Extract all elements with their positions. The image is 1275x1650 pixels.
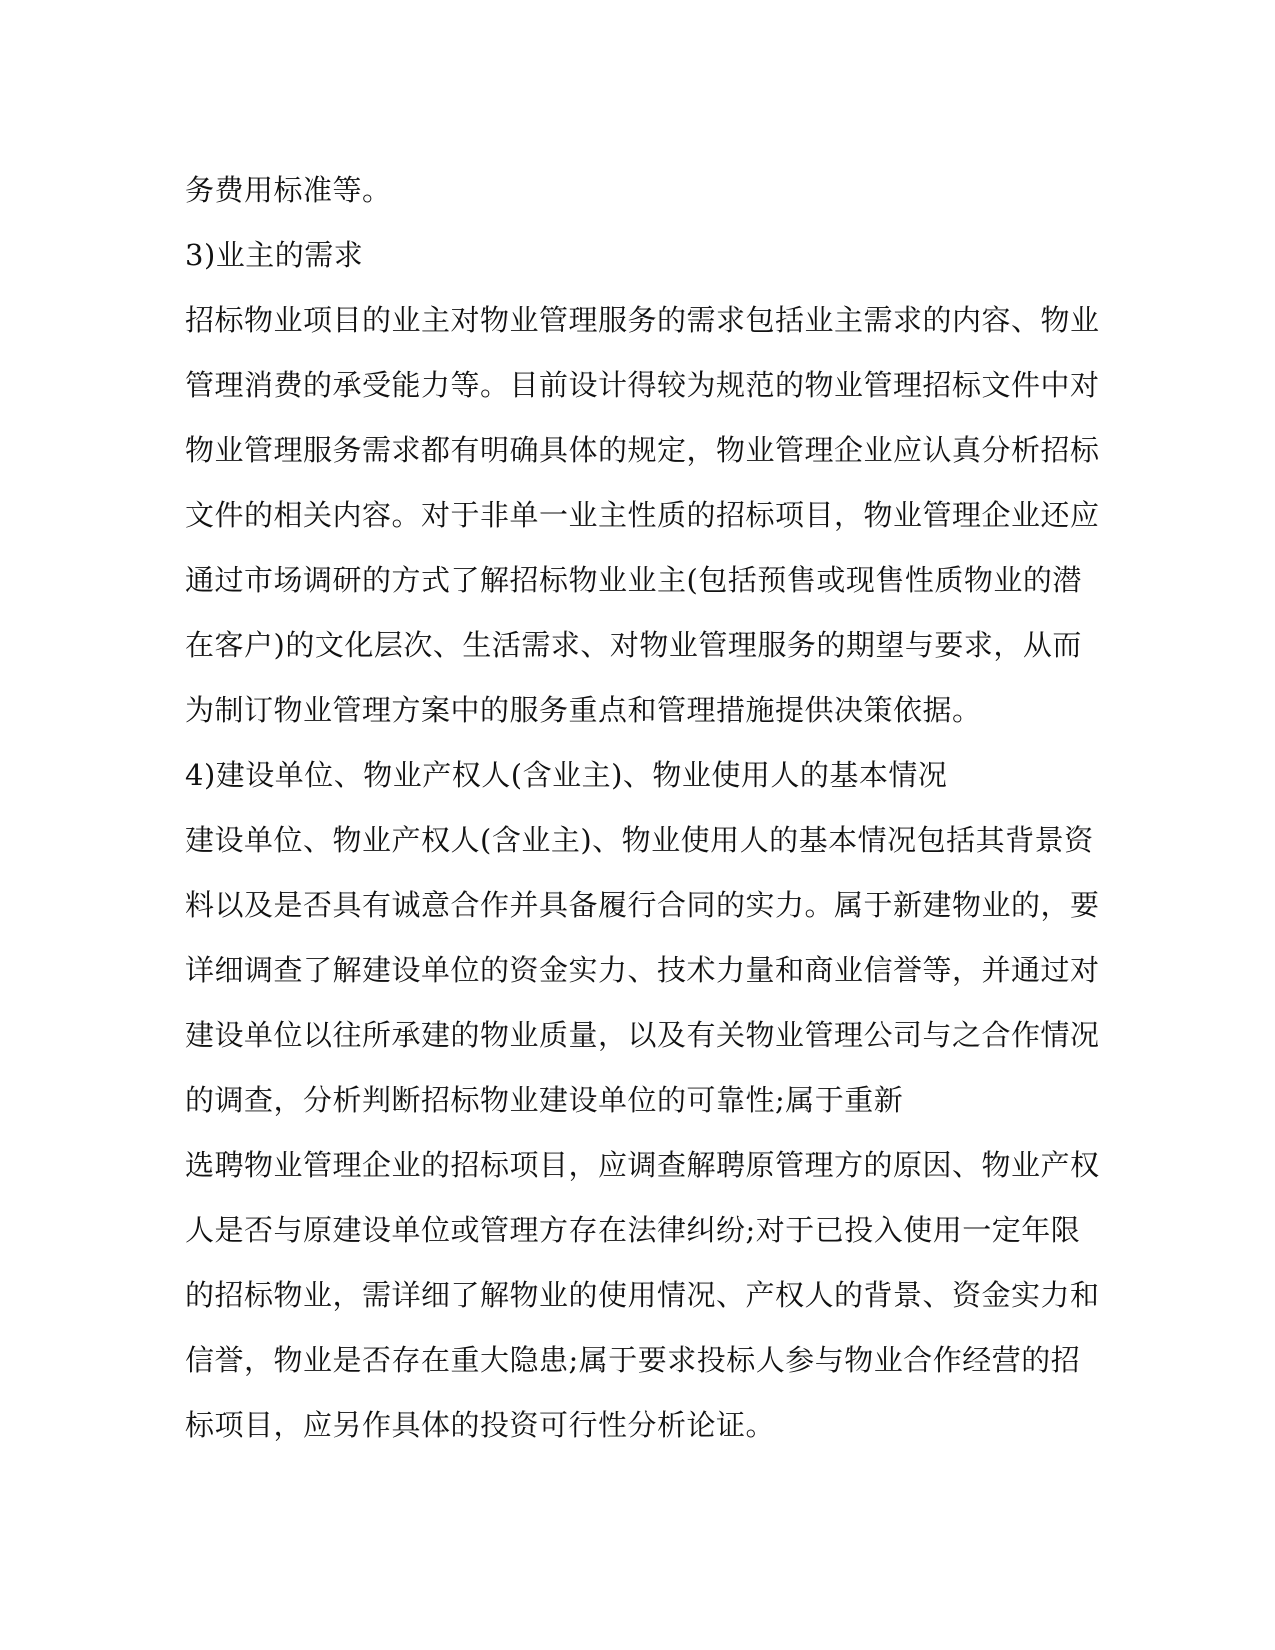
text-line: 为制订物业管理方案中的服务重点和管理措施提供决策依据。 xyxy=(185,693,982,727)
text-line: 文件的相关内容。对于非单一业主性质的招标项目，物业管理企业还应 xyxy=(185,498,1100,532)
text-line: 建设单位以往所承建的物业质量，以及有关物业管理公司与之合作情况 xyxy=(185,1018,1100,1052)
text-line: 的招标物业，需详细了解物业的使用情况、产权人的背景、资金实力和 xyxy=(185,1278,1100,1312)
text-line: 的调查，分析判断招标物业建设单位的可靠性;属于重新 xyxy=(185,1083,904,1117)
text-line: 务费用标准等。 xyxy=(185,173,392,207)
text-line: 在客户)的文化层次、生活需求、对物业管理服务的期望与要求，从而 xyxy=(185,628,1082,662)
text-line: 信誉，物业是否存在重大隐患;属于要求投标人参与物业合作经营的招 xyxy=(185,1343,1081,1377)
text-line: 管理消费的承受能力等。目前设计得较为规范的物业管理招标文件中对 xyxy=(185,368,1100,402)
text-line: 物业管理服务需求都有明确具体的规定，物业管理企业应认真分析招标 xyxy=(185,433,1100,467)
text-line: 招标物业项目的业主对物业管理服务的需求包括业主需求的内容、物业 xyxy=(185,303,1100,337)
text-line: 选聘物业管理企业的招标项目，应调查解聘原管理方的原因、物业产权 xyxy=(185,1148,1100,1182)
text-line: 建设单位、物业产权人(含业主)、物业使用人的基本情况包括其背景资 xyxy=(185,823,1094,857)
text-line: 料以及是否具有诚意合作并具备履行合同的实力。属于新建物业的，要 xyxy=(185,888,1100,922)
text-line: 人是否与原建设单位或管理方存在法律纠纷;对于已投入使用一定年限 xyxy=(185,1213,1081,1247)
section-heading: 3)业主的需求 xyxy=(185,238,364,272)
text-line: 标项目，应另作具体的投资可行性分析论证。 xyxy=(185,1408,776,1442)
document-body xyxy=(185,158,1100,1458)
section-heading: 4)建设单位、物业产权人(含业主)、物业使用人的基本情况 xyxy=(185,758,948,792)
text-line: 通过市场调研的方式了解招标物业业主(包括预售或现售性质物业的潜 xyxy=(185,563,1082,597)
text-line: 详细调查了解建设单位的资金实力、技术力量和商业信誉等，并通过对 xyxy=(185,953,1100,987)
